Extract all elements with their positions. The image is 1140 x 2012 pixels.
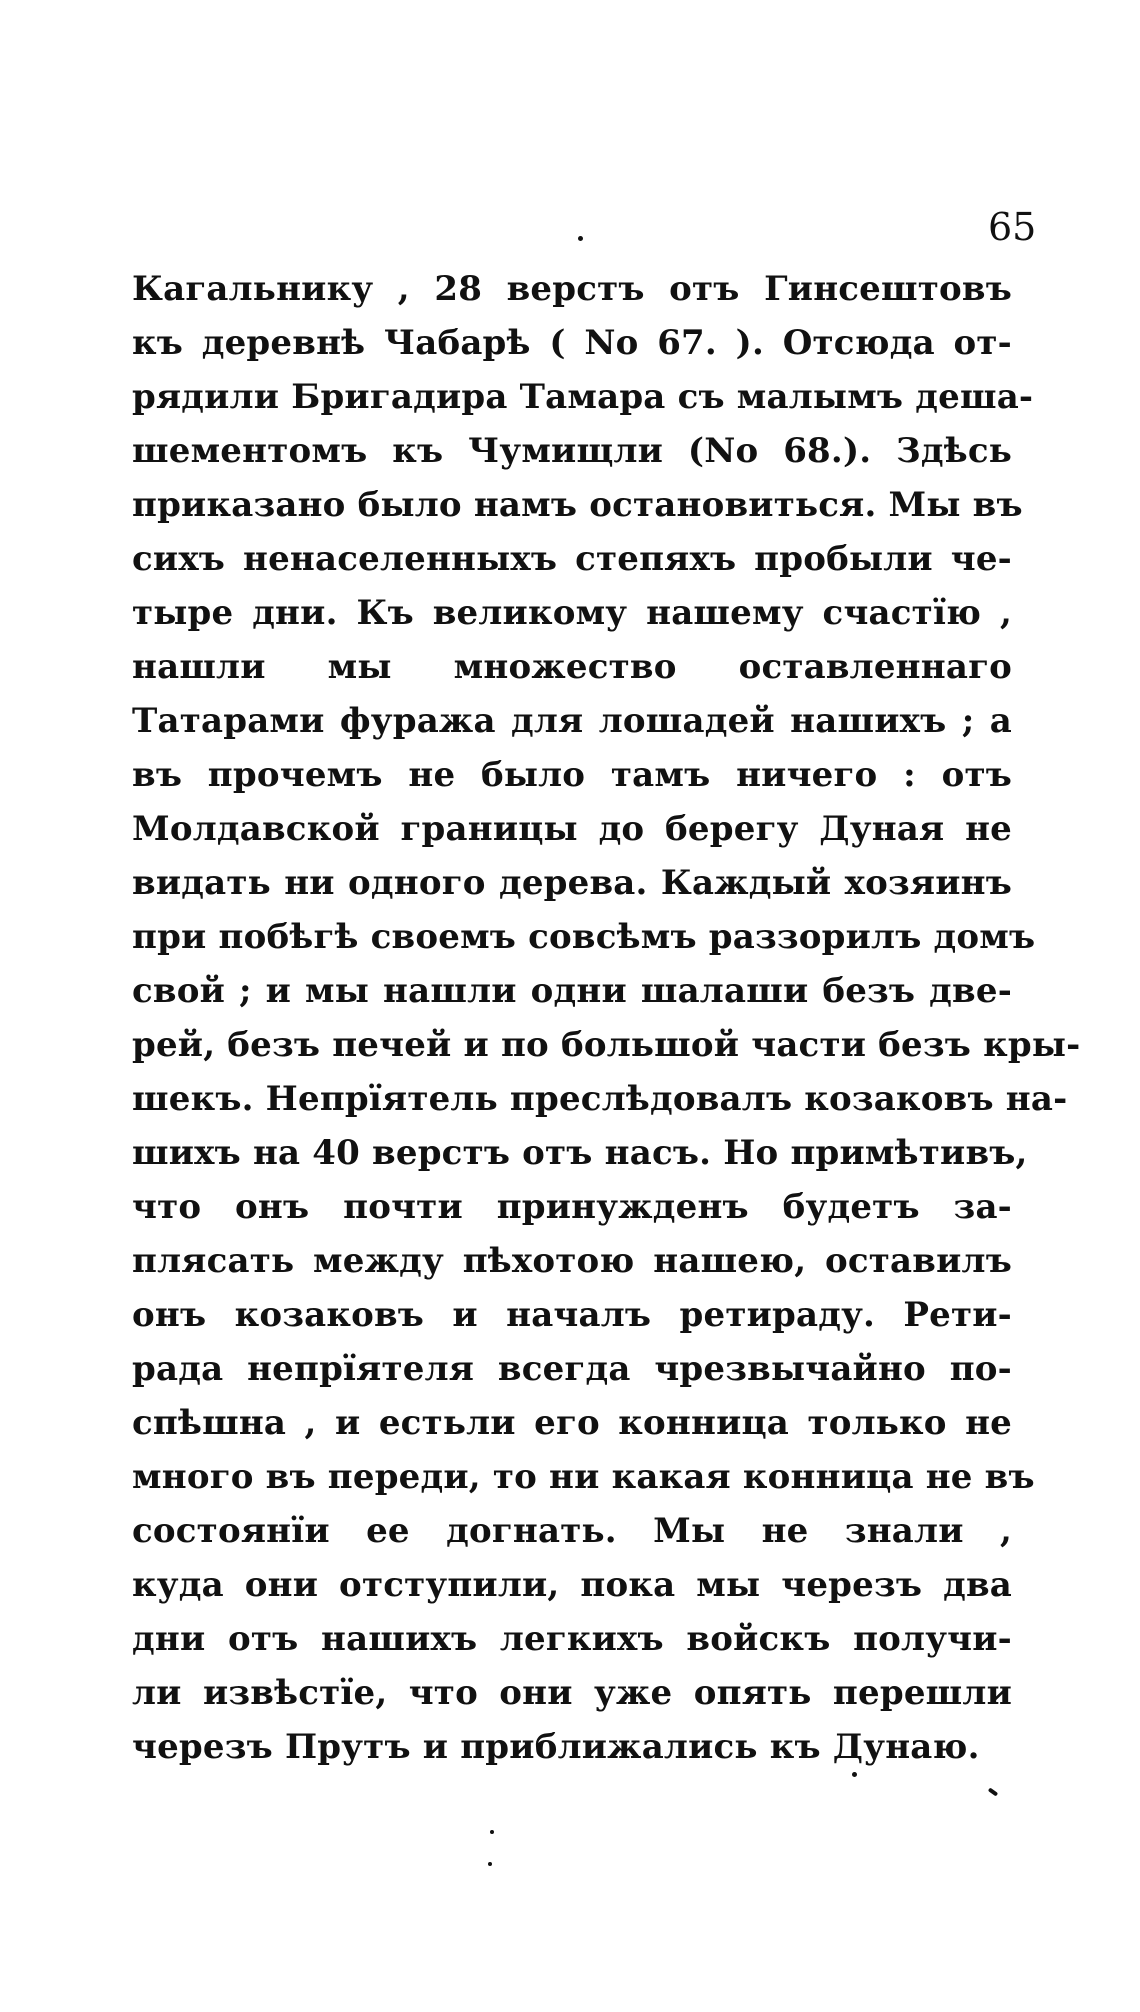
print-speck: [578, 236, 583, 241]
text-line: рей, безъ печей и по большой части безъ кры-: [132, 1025, 1081, 1065]
text-line: состоянїи ее догнать. Мы не знали ,: [132, 1511, 1012, 1551]
text-line: онъ козаковъ и началъ ретираду. Рети-: [132, 1295, 1012, 1335]
text-line: черезъ Прутъ и приближались къ Дунаю.: [132, 1727, 980, 1767]
text-line: Татарами фуража для лошадей нашихъ ; а: [132, 701, 1012, 741]
text-line: дни отъ нашихъ легкихъ войскъ получи-: [132, 1619, 1012, 1659]
text-line: шекъ. Непрїятель преслѣдовалъ козаковъ на-: [132, 1079, 1068, 1119]
text-line: ли извѣстїе, что они уже опять перешли: [132, 1673, 1012, 1713]
text-line: тыре дни. Къ великому нашему счастїю ,: [132, 593, 1012, 633]
body-text: [132, 262, 1081, 1774]
text-line: Кагальнику , 28 верстъ отъ Гинсештовъ: [132, 269, 1012, 309]
text-line: спѣшна , и естьли его конница только не: [132, 1403, 1012, 1443]
text-line: куда они отступили, пока мы черезъ два: [132, 1565, 1012, 1605]
text-line: что онъ почти принужденъ будетъ за-: [132, 1187, 1012, 1227]
text-line: свой ; и мы нашли одни шалаши безъ две-: [132, 971, 1012, 1011]
print-speck: [490, 1830, 494, 1834]
text-line: въ прочемъ не было тамъ ничего : отъ: [132, 755, 1012, 795]
text-line: сихъ ненаселенныхъ степяхъ пробыли че-: [132, 539, 1012, 579]
text-line: рада непрїятеля всегда чрезвычайно по-: [132, 1349, 1012, 1389]
text-line: нашли мы множество оставленнаго: [132, 647, 1012, 687]
text-line: приказано было намъ остановиться. Мы въ: [132, 485, 1023, 525]
text-line: при побѣгѣ своемъ совсѣмъ раззорилъ домъ: [132, 917, 1036, 957]
print-speck: [988, 1787, 998, 1796]
text-line: къ деревнѣ Чабарѣ ( No 67. ). Отсюда от-: [132, 323, 1012, 363]
text-line: Молдавской границы до берегу Дуная не: [132, 809, 1012, 849]
print-speck: [852, 1772, 857, 1777]
text-line: шементомъ къ Чумищли (No 68.). Здѣсь: [132, 431, 1012, 471]
text-line: видать ни одного дерева. Каждый хозяинъ: [132, 863, 1012, 903]
text-line: много въ переди, то ни какая конница не въ: [132, 1457, 1035, 1497]
text-line: рядили Бригадира Тамара съ малымъ деша-: [132, 377, 1034, 417]
text-line: шихъ на 40 верстъ отъ насъ. Но примѣтивъ,: [132, 1133, 1028, 1173]
text-line: плясать между пѣхотою нашею, оставилъ: [132, 1241, 1012, 1281]
print-speck: [488, 1862, 492, 1866]
page-number: 65: [988, 205, 1037, 249]
